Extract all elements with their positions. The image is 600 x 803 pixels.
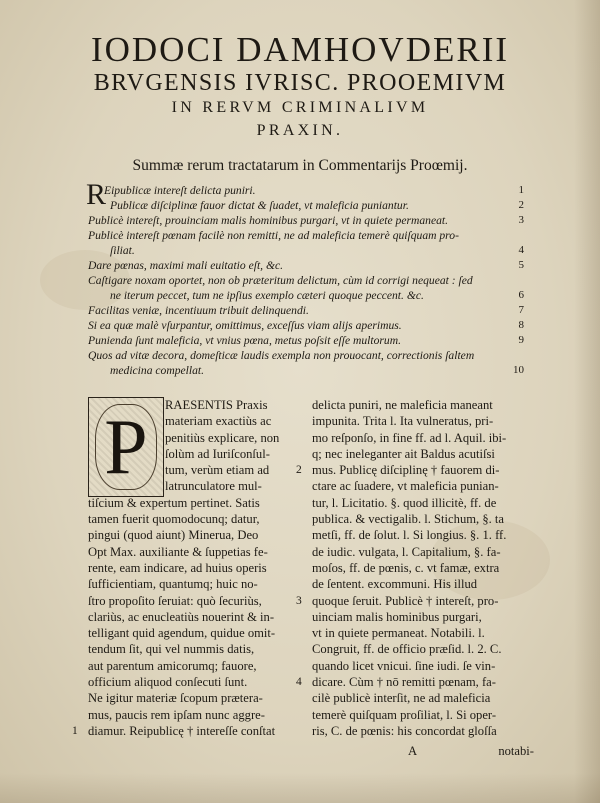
text-line-content: dicare. Cùm † nō remitti pœnam, fa-	[312, 675, 496, 690]
text-line	[296, 462, 534, 478]
text-line-content: uinciam malis hominibus purgari,	[312, 609, 482, 624]
text-line-content: cilè publicè interſit, ne ad maleficia	[312, 691, 491, 706]
text-line-content: RAESENTIS Praxis	[165, 398, 268, 412]
text-line	[88, 609, 306, 625]
summary-item	[88, 198, 524, 213]
summary-item-text: Punienda ſunt maleficia, vt vnius pœna, metus poſsit eſſe multorum.	[88, 334, 401, 347]
summary-item-text: Publicè intereſt pœnam facilè non remitti, ne ad maleficia temerè quiſquam pro-	[88, 229, 459, 242]
text-line-content: aut parentum amicorumq; fauore,	[88, 658, 257, 673]
summary-item-number: 1	[518, 184, 524, 196]
summary-item	[88, 363, 524, 378]
text-line-content: ctare ac ſuadere, vt maleficia punian-	[312, 479, 499, 494]
text-line	[88, 658, 306, 674]
text-line	[312, 430, 534, 446]
text-line	[312, 413, 534, 429]
summary-item-number: 8	[518, 319, 524, 331]
text-line-content: ſufficientiam, quantumq; huic no-	[88, 577, 258, 592]
text-line	[88, 495, 306, 511]
text-line-content: ſtro propoſito ſeruiat: quò ſecuriùs,	[88, 593, 262, 608]
text-line-content: diamur. Reipublicę † intereſſe conſtat	[88, 723, 276, 738]
text-line-content: delicta puniri, ne maleficia maneant	[312, 398, 493, 412]
text-line	[88, 397, 306, 413]
text-line	[312, 511, 534, 527]
summary-item	[88, 243, 524, 258]
text-line-content: officium aliquod conſecuti ſunt.	[88, 675, 248, 690]
text-line	[312, 625, 534, 641]
text-line-content: quando licet vnicui. ſine iudi. ſe vin-	[312, 658, 496, 673]
text-line	[88, 430, 306, 446]
summary-item-number: 4	[518, 244, 524, 256]
text-line-content: mus, paucis rem ipſam nunc aggre-	[88, 707, 265, 722]
summary-item-text: Caſtigare noxam oportet, non ob præteritum delictum, cùm id corrigi nequeat : ſed	[88, 274, 473, 287]
title-line-3: IN RERVM CRIMINALIVM	[171, 99, 429, 116]
text-line-content: tamen fuerit quomodocunq; datur,	[88, 512, 260, 527]
text-line	[296, 593, 534, 609]
text-line-content: materiam exactiùs ac	[165, 414, 272, 429]
title-line-1: IODOCI DAMHOVDERII	[90, 30, 510, 69]
text-line-content: ris, C. de pœnis: his concordat gloſſa	[312, 723, 497, 738]
right-text-column	[296, 397, 534, 739]
summary-item	[88, 213, 524, 228]
text-line	[88, 462, 306, 478]
text-line	[88, 511, 306, 527]
summary-item	[88, 183, 524, 198]
page-bottom-shadow	[0, 773, 600, 803]
text-line-content: q; nec ineleganter ait Baldus acutiſsi	[312, 446, 495, 461]
text-line	[312, 544, 534, 560]
summary-item	[88, 288, 524, 303]
text-line	[312, 707, 534, 723]
title-line-4: PRAXIN.	[256, 122, 344, 139]
text-line	[88, 527, 306, 543]
summary-item-text: Dare pœnas, maximi mali euitatio eſt, &c.	[88, 259, 284, 272]
summary-item-number: 3	[518, 214, 524, 226]
signature-mark: A	[408, 744, 418, 758]
margin-note-number: 2	[296, 464, 302, 477]
summary-item-text: Quos ad vitæ decora, domeſticæ laudis exempla non prouocant, correctionis ſaltem	[88, 349, 475, 362]
summary-list	[88, 183, 524, 378]
text-line	[312, 690, 534, 706]
summary-item-text: Facilitas veniæ, incentiuum tribuit delinquendi.	[88, 304, 309, 317]
text-line-content: publica. & vectigalib. l. Stichum, §. ta	[312, 512, 505, 527]
text-line-content: clariùs, ac enucleatiùs nouerint & in-	[88, 609, 275, 624]
text-line	[312, 658, 534, 674]
text-line	[312, 609, 534, 625]
summary-item	[88, 258, 524, 273]
text-line	[88, 478, 306, 494]
summary-item-number: 7	[518, 304, 524, 316]
text-line-content: de iudic. vulgata, l. Capitalium, §. fa-	[312, 544, 501, 559]
left-text-column	[72, 397, 306, 739]
text-line-content: temerè quiſquam proſiliat, l. Si oper-	[312, 707, 497, 722]
margin-note-number: 4	[296, 676, 302, 689]
text-line	[312, 641, 534, 657]
initial-letter: P	[104, 403, 148, 490]
summary-item-text: Publicè intereſt, prouinciam malis hominibus purgari, vt in quiete permaneat.	[88, 214, 449, 227]
summary-item	[88, 318, 524, 333]
text-line	[312, 560, 534, 576]
summary-item-number: 10	[513, 364, 524, 376]
text-line-content: de ſentent. excommuni. His illud	[312, 577, 478, 592]
summary-item-number: 5	[518, 259, 524, 271]
text-line	[312, 478, 534, 494]
summary-item-number: 2	[518, 199, 524, 211]
text-line-content: impunita. Trita l. Ita vulneratus, pri-	[312, 414, 494, 429]
title-line-2: BRVGENSIS IVRISC. PROOEMIVM	[93, 70, 507, 96]
text-line	[312, 446, 534, 462]
text-line-content: pingui (quod aiunt) Minerua, Deo	[88, 528, 259, 543]
text-line	[88, 593, 306, 609]
margin-note-number: 1	[72, 724, 78, 737]
text-line	[312, 397, 534, 413]
text-line	[312, 495, 534, 511]
text-line	[88, 641, 306, 657]
text-line	[88, 413, 306, 429]
summary-heading: Summæ rerum tractatarum in Commentarijs Proœmij.	[132, 157, 468, 174]
text-line-content: penitiùs explicare, non	[165, 430, 280, 445]
text-line	[72, 723, 306, 739]
text-line	[88, 707, 306, 723]
summary-item-text: Eipublicæ intereſt delicta puniri.	[104, 184, 256, 197]
page-footer	[312, 742, 534, 760]
text-line-content: Opt Max. auxiliante & ſuppetias fe-	[88, 544, 268, 559]
text-line	[88, 625, 306, 641]
catchword: notabi-	[498, 744, 534, 758]
summary-item-text: ne iterum peccet, tum ne ipſius exemplo cæteri quoque peccent. &c.	[110, 289, 424, 302]
summary-item-text: medicina compellat.	[110, 364, 205, 377]
text-line	[88, 446, 306, 462]
text-line-content: tendum ſit, qui vel nummis datis,	[88, 642, 255, 657]
text-line	[88, 576, 306, 592]
text-line	[88, 544, 306, 560]
summary-item	[88, 348, 518, 363]
summary-item-text: Si ea quæ malè vſurpantur, omittimus, exceſſus viam alijs aperimus.	[88, 319, 402, 332]
text-line-content: Congruit, ff. de officio præſid. l. 2. C.	[312, 642, 502, 657]
text-line	[312, 527, 534, 543]
summary-item	[88, 228, 518, 243]
summary-item-text: ſiliat.	[110, 244, 135, 257]
text-line	[312, 576, 534, 592]
text-line-content: tiſcium & expertum pertinet. Satis	[88, 495, 260, 510]
text-line-content: ſolùm ad Iuriſconſul-	[165, 446, 270, 461]
text-line-content: vt in quiete permaneat. Notabili. l.	[312, 626, 485, 641]
text-line-content: metſi, ff. de ſolut. l. Si longius. §. 1. ff.	[312, 528, 507, 543]
text-line-content: moſos, ff. de pœnis, c. vt famæ, extra	[312, 560, 500, 575]
text-line-content: latrunculatore mul-	[165, 479, 262, 494]
text-line-content: quoque ſeruit. Publicè † intereſt, pro-	[312, 593, 499, 608]
summary-item-number: 6	[518, 289, 524, 301]
margin-note-number: 3	[296, 594, 302, 607]
text-line	[296, 674, 534, 690]
text-line-content: Ne igitur materiæ ſcopum prætera-	[88, 691, 263, 706]
text-line-content: mus. Publicę diſciplinę † fauorem di-	[312, 463, 500, 478]
text-line	[88, 560, 306, 576]
summary-drop-cap: R	[86, 178, 107, 211]
text-line-content: tur, l. Licitatio. §. quod illicitè, ff. de	[312, 495, 497, 510]
summary-item-number: 9	[518, 334, 524, 346]
summary-item-text: Publicæ diſciplinæ fauor dictat & ſuadet, vt maleficia puniantur.	[110, 199, 409, 212]
summary-item	[88, 333, 524, 348]
text-line-content: telligant quid agendum, quidue omit-	[88, 626, 276, 641]
text-line	[312, 723, 534, 739]
summary-item	[88, 303, 524, 318]
summary-item	[88, 273, 518, 288]
text-line-content: tum, verùm etiam ad	[165, 463, 270, 478]
text-line-content: rente, eam indicare, ad huius operis	[88, 560, 267, 575]
text-line-content: mo reſponſo, in fine ff. ad l. Aquil. ibi-	[312, 430, 507, 445]
text-line	[88, 690, 306, 706]
text-line	[88, 674, 306, 690]
